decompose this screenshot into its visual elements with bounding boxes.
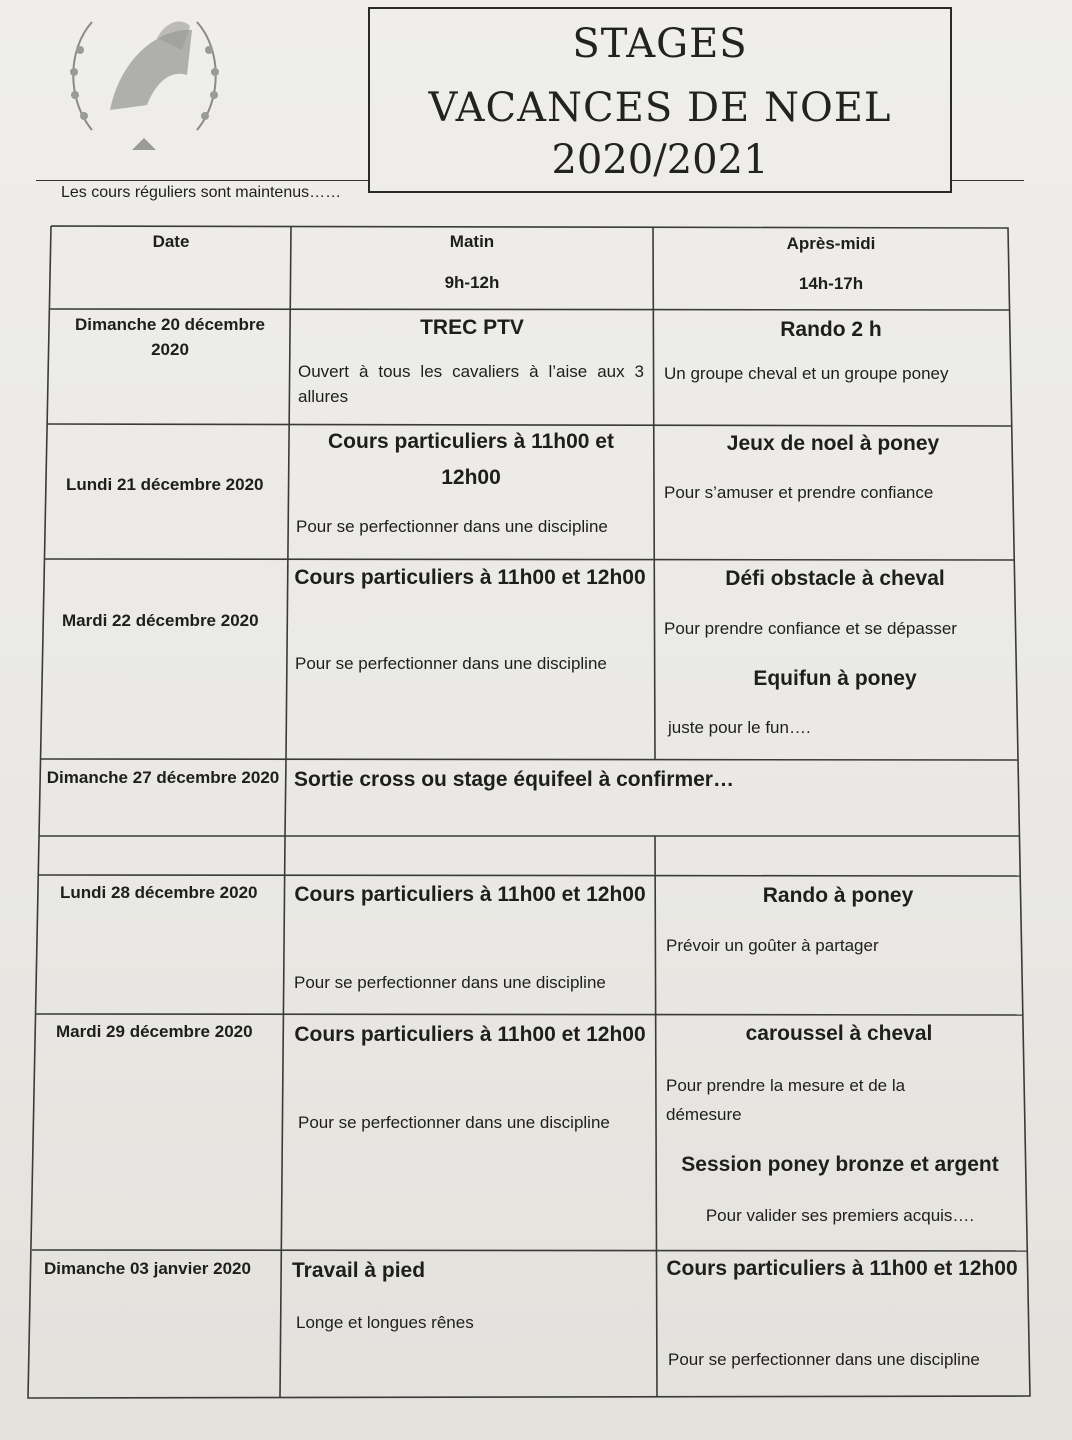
regular-classes-note: Les cours réguliers sont maintenus…… bbox=[61, 184, 342, 201]
row-afternoon-desc: Pour se perfectionner dans une discipline bbox=[668, 1350, 980, 1369]
title-years: 2020/2021 bbox=[551, 137, 769, 183]
title-vacances: VACANCES DE NOEL bbox=[428, 85, 892, 131]
row-merged-activity: Sortie cross ou stage équifeel à confirmer… bbox=[294, 768, 734, 791]
row-morning-desc: Pour se perfectionner dans une discipline bbox=[295, 654, 607, 673]
row-morning-desc: Ouvert à tous les cavaliers à l’aise aux 3 allures bbox=[298, 362, 644, 406]
row-afternoon-title: Jeux de noel à poney bbox=[726, 432, 940, 455]
row-morning-title: Cours particuliers à 11h00 et 12h00 bbox=[294, 883, 646, 906]
row-morning-title: Travail à pied bbox=[292, 1259, 426, 1282]
row-afternoon-desc: Un groupe cheval et un groupe poney bbox=[664, 364, 949, 383]
row-afternoon-title: Rando 2 h bbox=[780, 318, 882, 341]
row-date: Mardi 29 décembre 2020 bbox=[56, 1022, 253, 1041]
row-afternoon-desc-2: Pour valider ses premiers acquis…. bbox=[705, 1206, 975, 1225]
row-afternoon-desc: Pour s’amuser et prendre confiance bbox=[664, 483, 934, 502]
row-morning-title: TREC PTV bbox=[420, 316, 524, 339]
row-afternoon-desc: Pour prendre la mesure et de la démesure bbox=[666, 1076, 906, 1124]
row-date: Dimanche 20 décembre 2020 bbox=[75, 315, 265, 359]
row-morning-title: Cours particuliers à 11h00 et 12h00 bbox=[294, 566, 646, 589]
row-afternoon-title-2: Session poney bronze et argent bbox=[681, 1153, 999, 1176]
header-date: Date bbox=[152, 232, 190, 251]
row-date: Dimanche 27 décembre 2020 bbox=[46, 768, 280, 787]
row-morning-desc: Pour se perfectionner dans une discipline bbox=[298, 1113, 610, 1132]
row-afternoon-desc: Pour prendre confiance et se dépasser bbox=[664, 619, 957, 638]
row-afternoon-title: Cours particuliers à 11h00 et 12h00 bbox=[666, 1257, 1018, 1280]
row-date: Mardi 22 décembre 2020 bbox=[62, 611, 259, 630]
row-date: Lundi 21 décembre 2020 bbox=[66, 475, 264, 494]
row-afternoon-title-2: Equifun à poney bbox=[753, 667, 917, 690]
row-morning-desc: Longe et longues rênes bbox=[296, 1313, 474, 1332]
row-afternoon-title: caroussel à cheval bbox=[745, 1022, 933, 1045]
row-afternoon-desc-2: juste pour le fun…. bbox=[668, 718, 811, 737]
row-date: Lundi 28 décembre 2020 bbox=[60, 883, 258, 902]
header-morning: Matin bbox=[449, 232, 495, 251]
header-afternoon-hours: 14h-17h bbox=[798, 274, 864, 293]
header-afternoon: Après-midi bbox=[786, 234, 876, 253]
row-afternoon-desc: Prévoir un goûter à partager bbox=[666, 936, 879, 955]
row-afternoon-title: Défi obstacle à cheval bbox=[725, 567, 945, 590]
row-morning-title: Cours particuliers à 11h00 et 12h00 bbox=[328, 430, 614, 489]
row-date: Dimanche 03 janvier 2020 bbox=[44, 1259, 251, 1278]
header-morning-hours: 9h-12h bbox=[444, 273, 500, 292]
title-stages: STAGES bbox=[572, 21, 748, 67]
row-morning-desc: Pour se perfectionner dans une discipline bbox=[296, 517, 608, 536]
row-morning-desc: Pour se perfectionner dans une discipline bbox=[294, 973, 606, 992]
row-afternoon-title: Rando à poney bbox=[762, 884, 914, 907]
row-morning-title: Cours particuliers à 11h00 et 12h00 bbox=[294, 1023, 646, 1046]
